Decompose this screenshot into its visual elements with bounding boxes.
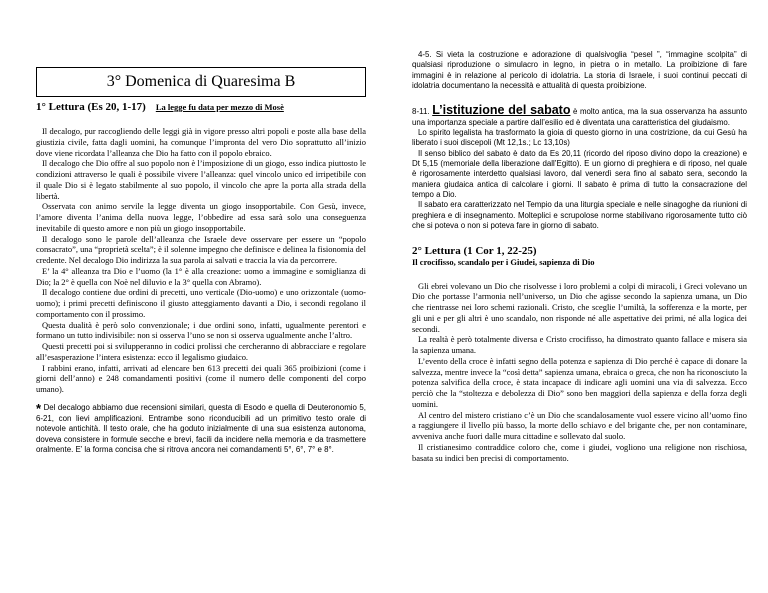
left-column [36, 67, 366, 455]
reading1-paragraph: Osservata con animo servile la legge diventa un giogo insopportabile. Con Gesù, invece, l’amore diventa l’anima della nuova legge, l’obbedire ad essa sarà solo una conseguenza inevitabile di questo amore e non più un giogo insopportabile. [36, 201, 366, 233]
right-column [412, 50, 747, 463]
sabbath-paragraph: Il senso biblico del sabato è dato da Es 20,11 (ricordo del riposo divino dopo la creazione) e Dt 5,15 (memoriale della liberazione dall’Egitto). E un giorno di preghiera e di riposo, nel quale è rigorosamente interdetto qualsiasi lavoro, dal venerdì sera fino al sabato sera, secondo la maniera giudaica antica di calcolare i giorni. Il sabato è prima di tutto la consacrazione del tempo a Dio. [412, 148, 747, 200]
reading1-subtitle: La legge fu data per mezzo di Mosè [155, 102, 284, 112]
reading2-paragraph: Gli ebrei volevano un Dio che risolvesse i loro problemi a colpi di miracoli, i Greci volevano un Dio che portasse l’armonia nell’universo, un Dio che agisse secondo la sapienza umana, un Dio che rientrasse nei loro schemi razionali. Cristo, che sceglie l’umiltà, la sofferenza e la morte, per gli uni e per gli altri è uno scandalo, non risponde né alle aspettative dei primi, né alla logica dei secondi. [412, 280, 747, 334]
reading2-paragraph: La realtà è però totalmente diversa e Cristo crocifisso, ha dimostrato quanto fallace e misera sia la sapienza umana. [412, 334, 747, 355]
reading1-paragraph: Il decalogo che Dio offre al suo popolo non è l’imposizione di un giogo, esso indica piuttosto le condizioni attraverso le quali è possibile vivere l’alleanza: quel vincolo unico ed irripetibile con il quale Dio si è legato stabilmente al suo popolo, il vincolo che apre la porta alla strada della libertà. [36, 158, 366, 201]
reading2-paragraph: Il cristianesimo contraddice coloro che, come i giudei, vogliono una religione non rischiosa, basata su indici ben precisi di comportamento. [412, 441, 747, 463]
reading1-paragraph: Il decalogo, pur raccogliendo delle leggi già in vigore presso altri popoli e poste alla base della giustizia civile, fatta dagli uomini, ha comunque l’impronta del vero Dio soprattutto all’inizio dove viene ricordata l’alleanza che Dio ha fatto con il popolo ebraico. [36, 126, 366, 158]
page-title: 3° Domenica di Quaresima B [36, 67, 366, 97]
reading1-paragraph: Questi precetti poi si svilupperanno in codici prolissi che cercheranno di abbracciare e regolare all’esasperazione l’intera esistenza: ecco il legalismo giudaico. [36, 341, 366, 362]
reading2-paragraph: L’evento della croce è infatti segno della potenza e sapienza di Dio perché è capace di donare la salvezza, mentre invece la “così detta” sapienza umana, ebraica o greca, che non ha riconosciuto la potenza salvifica della croce, è stata incapace di indicare agli uomini una via di salvezza. Ecco perciò che la “stoltezza e debolezza di Dio” sono ben maggiori della sapienza e della forza degli uomini. [412, 355, 747, 409]
sabbath-verse-number: 8-11. [412, 107, 430, 117]
reading2-subtitle: Il crocifisso, scandalo per i Giudei, sapienza di Dio [412, 256, 595, 267]
reading1-paragraph: Il decalogo contiene due ordini di precetti, uno verticale (Dio-uomo) e uno orizzontale (uomo-uomo); i primi precetti definiscono il giusto atteggiamento davanti a Dio, i secondi regolano il comportamento con il prossimo. [36, 287, 366, 319]
footnote-text: Del decalogo abbiamo due recensioni similari, questa di Esodo e quella di Deuteronomio 5, 6-21, con lievi amplificazioni. Entrambe sono riconducibili ad un primitivo testo orale di notevole antichità. Il testo orale, che ha goduto inizialmente di una sua esistenza autonoma, doveva consistere in formule secche e brevi, facili da incidere nella memoria e da trasmettere oralmente. E’ la forma concisa che si ritrova ancora nei comandamenti 5°, 6°, 7° e 8°. [36, 402, 366, 454]
reading1-paragraph: I rabbini erano, infatti, arrivati ad elencare ben 613 precetti dei quali 365 proibizioni (come i giorni dell’anno) e 248 comandamenti positivi (come il numero delle componenti del corpo umano). [36, 362, 366, 394]
footnote [36, 400, 366, 455]
images-prohibition-paragraph: 4-5. Si vieta la costruzione e adorazione di qualsivoglia “pesel ”, “immagine scolpita” di qualsiasi riproduzione o simulacro in legno, in pietra o in metallo. La proibizione di fare immagini è in relazione al pericolo di idolatria. La storia di Israele, i suoi continui peccati di idolatria documentano la necessità e attualità di questa proibizione. [412, 50, 747, 91]
reading1-paragraph: Questa dualità è però solo convenzionale; i due ordini sono, infatti, ugualmente perentori e formano un tutto indivisibile: non si osserva l’uno se non si osserva ugualmente anche l’altro. [36, 319, 366, 341]
sabbath-first-text: è molto antica, ma la sua osservanza ha assunto una importanza speciale a partire dall’esilio ed è diventata una caratteristica del giudaismo. [412, 107, 747, 127]
reading2-paragraph: Al centro del mistero cristiano c’è un Dio che scandalosamente vuol essere vicino all’uomo fino a raggiungere il livello più basso, la morte dello schiavo e del brigante che, per non contaminare, avveniva anche fuori dalle mura cittadine e sollevato dal suolo. [412, 409, 747, 441]
sabbath-paragraph: Il sabato era caratterizzato nel Tempio da una liturgia speciale e nelle sinagoghe da riunioni di preghiera e di insegnamento. Molteplici e scrupolose norme stabilivano rigorosamente tutto ciò che si poteva o non si poteva fare in giorno di sabato. [412, 200, 747, 231]
sabbath-intro [412, 105, 747, 128]
reading1-heading [36, 101, 366, 113]
reading1-label: 1° Lettura (Es 20, 1-17) [36, 101, 146, 113]
sabbath-paragraph: Lo spirito legalista ha trasformato la gioia di questo giorno in una costrizione, da cui Gesù ha liberato i suoi discepoli (Mt 12,1s.; Lc 13,10s) [412, 128, 747, 148]
reading1-paragraph: E’ la 4° alleanza tra Dio e l’uomo (la 1° è alla creazione: uomo a immagine e somiglianza di Dio; la 2° è quella con Noè nel diluvio e la 3° quella con Abramo). [36, 265, 366, 287]
reading1-paragraph: Il decalogo sono le parole dell’alleanza che Israele deve osservare per essere un “popolo consacrato”, una “proprietà scelta”; è il solenne impegno che definisce e delinea la fisionomia del credente. Nel decalogo Dio indirizza la sua parola ai salvati e traccia la via da percorrere. [36, 233, 366, 265]
reading2-label: 2° Lettura (1 Cor 1, 22-25) [412, 244, 537, 257]
sabbath-title: L’istituzione del sabato [432, 103, 571, 118]
footnote-star: * [36, 400, 42, 416]
